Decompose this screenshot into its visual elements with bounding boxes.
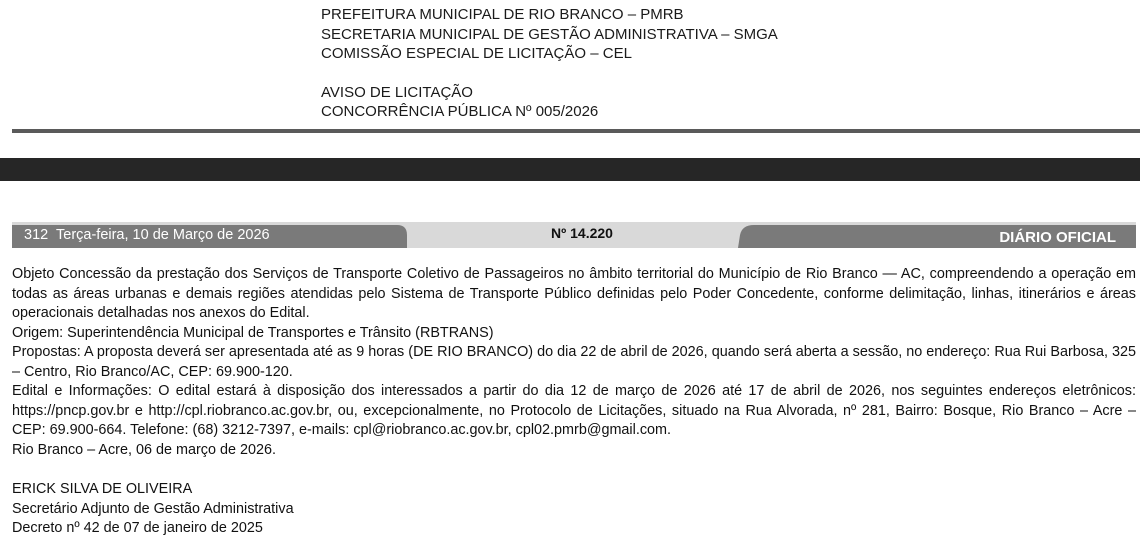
- publication-name: DIÁRIO OFICIAL: [999, 229, 1116, 246]
- paragraph-local-data: Rio Branco – Acre, 06 de março de 2026.: [12, 441, 276, 458]
- notice-title: AVISO DE LICITAÇÃO: [321, 83, 473, 101]
- header-spacer: [321, 64, 778, 83]
- header-divider: [12, 129, 1140, 133]
- notice-number: CONCORRÊNCIA PÚBLICA Nº 005/2026: [321, 103, 599, 120]
- paragraph-edital: Edital e Informações: O edital estará à disposição dos interessados a partir do dia 12 de março de 2026 até 17 de abril de 2026, nos seguintes endereços eletrônicos: https://pncp.gov.br e http://cpl.riobranco.ac.gov.br, ou, excepcionalmente, no Protocolo de Licitações, situado na Rua Alvorada, nº 281, Bairro: Bosque, Rio Branco – Acre – CEP: 69.900-664. Telefone: (68) 3212-7397, e-mails: cpl@riobranco.ac.gov.br, cpl02.pmrb@gmail.com.: [12, 383, 1136, 438]
- header-line-prefeitura: PREFEITURA MUNICIPAL DE RIO BRANCO – PMRB: [321, 6, 684, 23]
- signatory-role: Secretário Adjunto de Gestão Administrativa: [12, 500, 294, 517]
- document-header: [321, 5, 778, 122]
- header-line-comissao: COMISSÃO ESPECIAL DE LICITAÇÃO – CEL: [321, 45, 632, 62]
- signatory-name: ERICK SILVA DE OLIVEIRA: [12, 481, 193, 497]
- notice-body: [12, 265, 1136, 460]
- page-header-left: [24, 222, 270, 248]
- gazette-page-header: [12, 222, 1136, 248]
- signature-block: [12, 480, 294, 539]
- page-number: 312: [24, 227, 49, 243]
- edition-number: Nº 14.220: [551, 225, 613, 241]
- paragraph-propostas: Propostas: A proposta deverá ser apresentada até as 9 horas (DE RIO BRANCO) do dia 22 de abril de 2026, quando será aberta a sessão, no endereço: Rua Rui Barbosa, 325 – Centro, Rio Branco/AC, CEP: 69.900-120.: [12, 344, 1136, 380]
- signatory-decree: Decreto nº 42 de 07 de janeiro de 2025: [12, 520, 263, 536]
- publication-date: Terça-feira, 10 de Março de 2026: [56, 227, 270, 243]
- paragraph-objeto: Objeto Concessão da prestação dos Serviços de Transporte Coletivo de Passageiros no âmbito territorial do Município de Rio Branco — AC, compreendendo a operação em todas as áreas urbanas e demais regiões atendidas pelo Sistema de Transporte Público definidas pelo Poder Concedente, conforme delimitação, linhas, itinerários e áreas operacionais detalhadas nos anexos do Edital.: [12, 266, 1136, 321]
- header-line-secretaria: SECRETARIA MUNICIPAL DE GESTÃO ADMINISTRATIVA – SMGA: [321, 25, 778, 43]
- paragraph-origem: Origem: Superintendência Municipal de Transportes e Trânsito (RBTRANS): [12, 324, 494, 341]
- page-separator-band: [0, 158, 1140, 181]
